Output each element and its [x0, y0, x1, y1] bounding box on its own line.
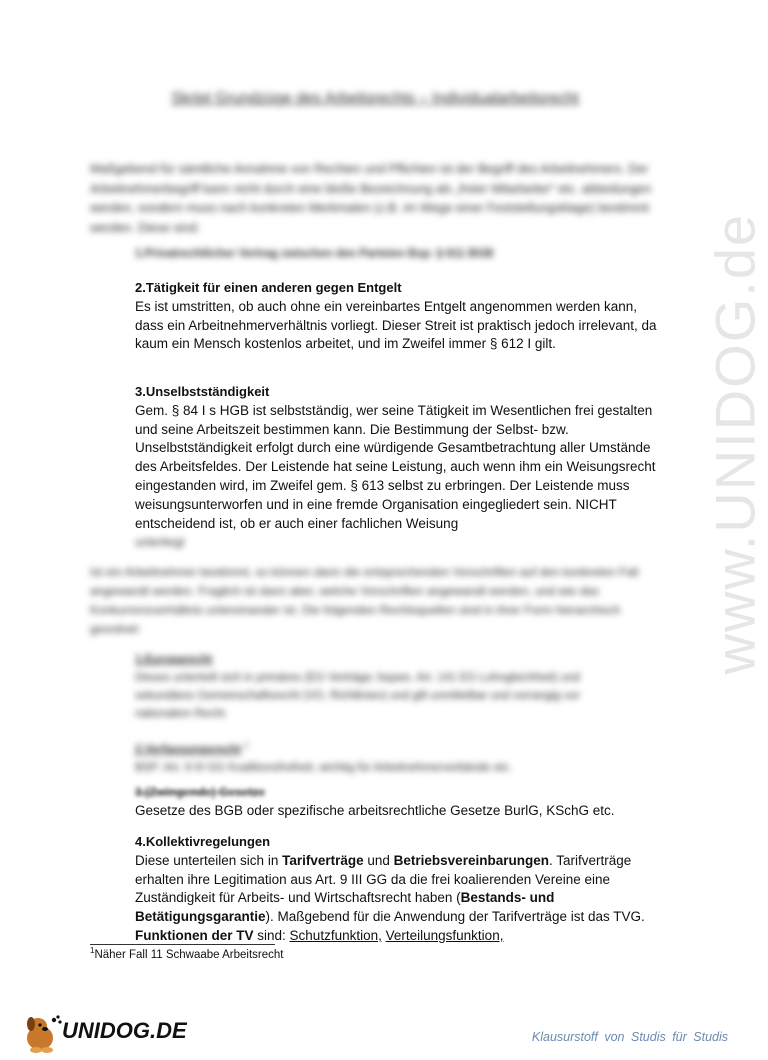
text-run: . Tarifverträge erhalten ihre Legitimation aus Art. 9 III GG da die frei koalierenden Vereine eine Zuständigkeit für Arbeits- und Wirtschaftsrecht haben (	[135, 852, 632, 906]
section-gesetze-text: Gesetze des BGB oder spezifische arbeitsrechtliche Gesetze BurlG, KSchG etc.	[135, 802, 615, 818]
bold-garantie: Bestands- und Betätigungsgarantie	[135, 890, 555, 925]
bold-tarifvertraege: Tarifverträge	[282, 852, 364, 868]
subsection-europarecht	[135, 651, 615, 723]
footnote-ref: 1	[244, 741, 249, 750]
section-3-text: Gem. § 84 I s HGB ist selbstständig, wer seine Tätigkeit im Wesentlichen frei gestalten und seine Arbeitszeit bestimmen kann. Die Bestimmung der Selbst- bzw. Unselbstständigkeit erfolgt durch eine würdigende Gesamtbetrachtung aller Umstände des Arbeitsfeldes. Der Leistende hat seine Leistung, auch wenn ihm ein Weisungsrecht eingestanden wird, im Zweifel gem. § 613 selbst zu erbringen. Der Leistende muss weisungsunterworfen und in eine fremde Organisation eingegliedert sein. NICHT entscheidend ist, ob er auch einer fachlichen Weisung	[135, 402, 656, 531]
section-1-heading: 1.Privatrechtlicher Vertrag zwischen den Parteien Bsp: § 611 BGB	[135, 248, 494, 260]
section-2-text: Es ist umstritten, ob auch ohne ein vereinbartes Entgelt angenommen werden kann, dass ein Arbeitnehmerverhältnis vorliegt. Dieser Streit ist praktisch jedoch irrelevant, da kaum ein Mensch kostenlos arbeitet, und im Zweifel immer § 612 I gilt.	[135, 298, 657, 352]
footnote-mark: 1	[90, 946, 95, 955]
subsection-verfassungsrecht	[135, 737, 615, 777]
section-3-tail: unterliegt	[135, 535, 185, 550]
underlined-verteilungsfunktion: Verteilungsfunktion,	[385, 927, 504, 943]
underlined-schutzfunktion: Schutzfunktion,	[289, 927, 382, 943]
section-3-heading: 3.Unselbstständigkeit	[135, 384, 270, 399]
page-title: Skript Grundzüge des Arbeitsrechts – Individualarbeitsrecht	[171, 90, 579, 107]
footnote	[90, 946, 283, 961]
text-run: und	[363, 852, 394, 868]
watermark-text: www.UNIDOG.de	[703, 212, 767, 675]
section-gesetze-heading: 3.(Zwingende) Gesetze	[135, 785, 266, 799]
section-4-heading: 4.Kollektivregelungen	[135, 834, 271, 849]
subsection-europarecht-text: Dieses unterteilt sich in primäres (EG Verträge; bspws. Art. 141 EG Lohngleichheit) und sekundäres Gemeinschaftsrecht (VO, Richtlinien) und gilt unmittelbar und vorrangig vor nationalem Recht.	[135, 672, 580, 720]
footnote-divider	[90, 944, 275, 945]
subsection-verfassungsrecht-text: BSP: Art. 9 III GG Koalitionsfreiheit, wichtig für Arbeitnehmerverbände etc.	[135, 761, 513, 774]
section-4-text	[135, 852, 665, 946]
dog-icon	[27, 1015, 62, 1053]
section-3	[135, 383, 665, 552]
section-gesetze	[135, 783, 665, 821]
text-run: Diese unterteilen sich in	[135, 852, 283, 868]
tagline: Klausurstoff von Studis für Studis	[531, 1030, 728, 1044]
middle-paragraph: Ist ein Arbeitnehmer bestimmt, so können dann die entsprechenden Vorschriften auf den konkreten Fall angewandt werden. Fraglich ist dann aber, welche Vorschriften angewandt werden, und wie das Konkurrenzverhältnis untereinander ist. Die folgenden Rechtsquellen sind in ihrer Form hierarchisch geordnet:	[90, 565, 639, 636]
subsection-verfassungsrecht-heading: 2.Verfassungsrecht	[135, 743, 242, 756]
text-run: ). Maßgebend für die Anwendung der Tarifverträge ist das TVG.	[265, 909, 645, 925]
section-4	[135, 833, 665, 946]
intro-paragraph: Maßgebend für sämtliche Annahme von Rechten und Pflichten ist der Begriff des Arbeitnehmers. Der Arbeitnehmerbegriff kann nicht durch eine bloße Bezeichnung als „freier Mitarbeiter“ etc. abbedungen werden, sondern muss nach konkreten Merkmalen (z.B. im Wege einer Feststellungsklage) bestimmt werden. Diese sind:	[90, 162, 652, 235]
subsection-europarecht-heading: 1.Europarecht	[135, 654, 213, 666]
bold-funktionen: Funktionen der TV	[135, 927, 254, 943]
bold-betriebsvereinbarungen: Betriebsvereinbarungen	[393, 852, 549, 868]
section-2	[135, 279, 665, 354]
logo-text: UNIDOG.DE	[62, 1018, 187, 1043]
section-2-heading: 2.Tätigkeit für einen anderen gegen Entgelt	[135, 280, 402, 295]
footnote-text: Näher Fall 11 Schwaabe Arbeitsrecht	[94, 948, 284, 961]
text-run: sind:	[253, 927, 290, 943]
